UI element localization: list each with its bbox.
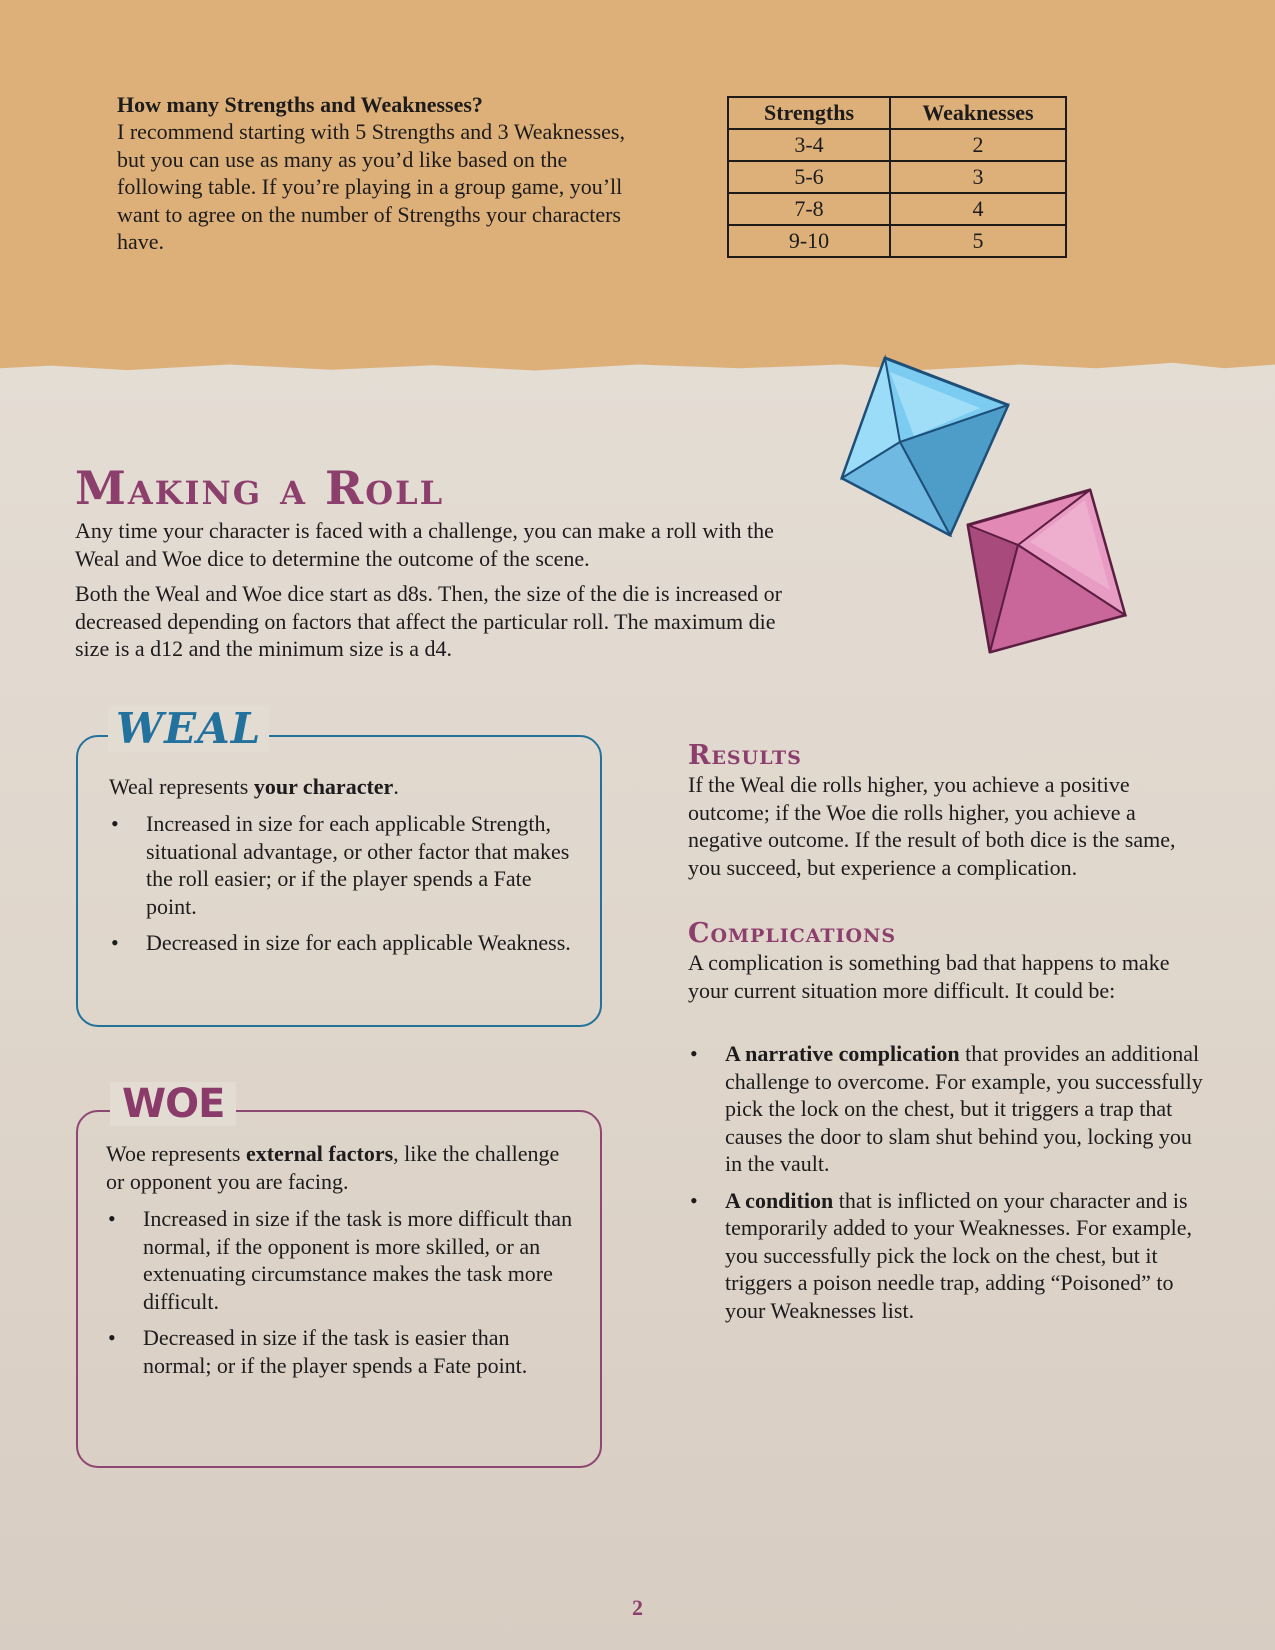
table-header: Weaknesses [890, 97, 1066, 129]
strengths-table [727, 96, 1067, 258]
weal-intro [109, 773, 579, 801]
table-cell: 2 [890, 129, 1066, 161]
pink-d8-icon [968, 490, 1125, 652]
weal-bullets [109, 810, 579, 966]
woe-intro-pre: Woe represents [106, 1141, 246, 1166]
list-item: • Decreased in size for each applicable Weakness. [109, 929, 579, 957]
complications-title: Complications [688, 918, 897, 949]
woe-intro-bold: external factors [245, 1141, 394, 1166]
table-row [728, 129, 1066, 161]
dice-illustration [830, 350, 1140, 660]
item-text: that is inflicted on your character and is temporarily added to your Weaknesses. For example, you successfully pick the lock on the chest, but it triggers a poison needle trap, adding “Poisoned” to your Weaknesses list. [725, 1187, 1193, 1323]
complications-list [688, 1040, 1213, 1333]
table-cell: 3-4 [728, 129, 890, 161]
table-cell: 5 [890, 225, 1066, 257]
complications-text: A complication is something bad that happens to make your current situation more difficult. It could be: [688, 950, 1170, 1003]
list-item [688, 1187, 1213, 1325]
table-cell: 4 [890, 193, 1066, 225]
roll-paragraph-1: Any time your character is faced with a challenge, you can make a roll with the Weal and Woe dice to determine the outcome of the scene. [75, 518, 774, 571]
list-item [688, 1040, 1213, 1178]
weal-intro-post: . [393, 774, 399, 799]
roll-paragraph-2: Both the Weal and Woe dice start as d8s. Then, the size of the die is increased or decreased depending on factors that affect the particular roll. The maximum die size is a d12 and the minimum size is a d4. [75, 581, 782, 661]
woe-bullets [106, 1205, 576, 1388]
table-header: Strengths [728, 97, 890, 129]
list-item: • Increased in size if the task is more difficult than normal, if the opponent is more skilled, or an extenuating circumstance makes the task more difficult. [106, 1205, 576, 1315]
strengths-heading: How many Strengths and Weaknesses? [117, 92, 483, 117]
weal-intro-pre: Weal represents [109, 774, 254, 799]
table-row [728, 225, 1066, 257]
woe-intro [106, 1140, 566, 1195]
item-bold: A narrative complication [725, 1041, 960, 1066]
table-cell: 5-6 [728, 161, 890, 193]
item-text: that provides an additional challenge to overcome. For example, you successfully pick the lock on the chest, but it triggers a trap that causes the door to slam shut behind you, locking you in the vault. [725, 1041, 1203, 1176]
table-cell: 9-10 [728, 225, 890, 257]
weal-title: WEAL [108, 706, 269, 752]
page-number: 2 [632, 1595, 643, 1620]
weal-intro-bold: your character [253, 774, 394, 799]
list-item: • Decreased in size if the task is easier than normal; or if the player spends a Fate point. [106, 1324, 576, 1379]
roll-title: Making a Roll [75, 461, 445, 515]
table-header-row [728, 97, 1066, 129]
item-bold: A condition [725, 1187, 834, 1213]
woe-title: WOE [110, 1082, 236, 1126]
table-cell: 7-8 [728, 193, 890, 225]
table-row [728, 161, 1066, 193]
list-item: • Increased in size for each applicable Strength, situational advantage, or other factor that makes the roll easier; or if the player spends a Fate point. [109, 810, 579, 920]
strengths-text: I recommend starting with 5 Strengths and 3 Weaknesses, but you can use as many as you’d like based on the following table. If you’re playing in a group game, you’ll want to agree on the number of Strengths your characters have. [117, 119, 625, 254]
table-row [728, 193, 1066, 225]
results-title: Results [688, 740, 802, 771]
woe-intro-post: , like the challenge or opponent you are facing. [106, 1141, 560, 1194]
blue-d8-icon [842, 358, 1008, 535]
results-text: If the Weal die rolls higher, you achieve a positive outcome; if the Woe die rolls higher, you achieve a negative outcome. If the result of both dice is the same, you succeed, but experience a complication. [688, 772, 1176, 880]
table-cell: 3 [890, 161, 1066, 193]
